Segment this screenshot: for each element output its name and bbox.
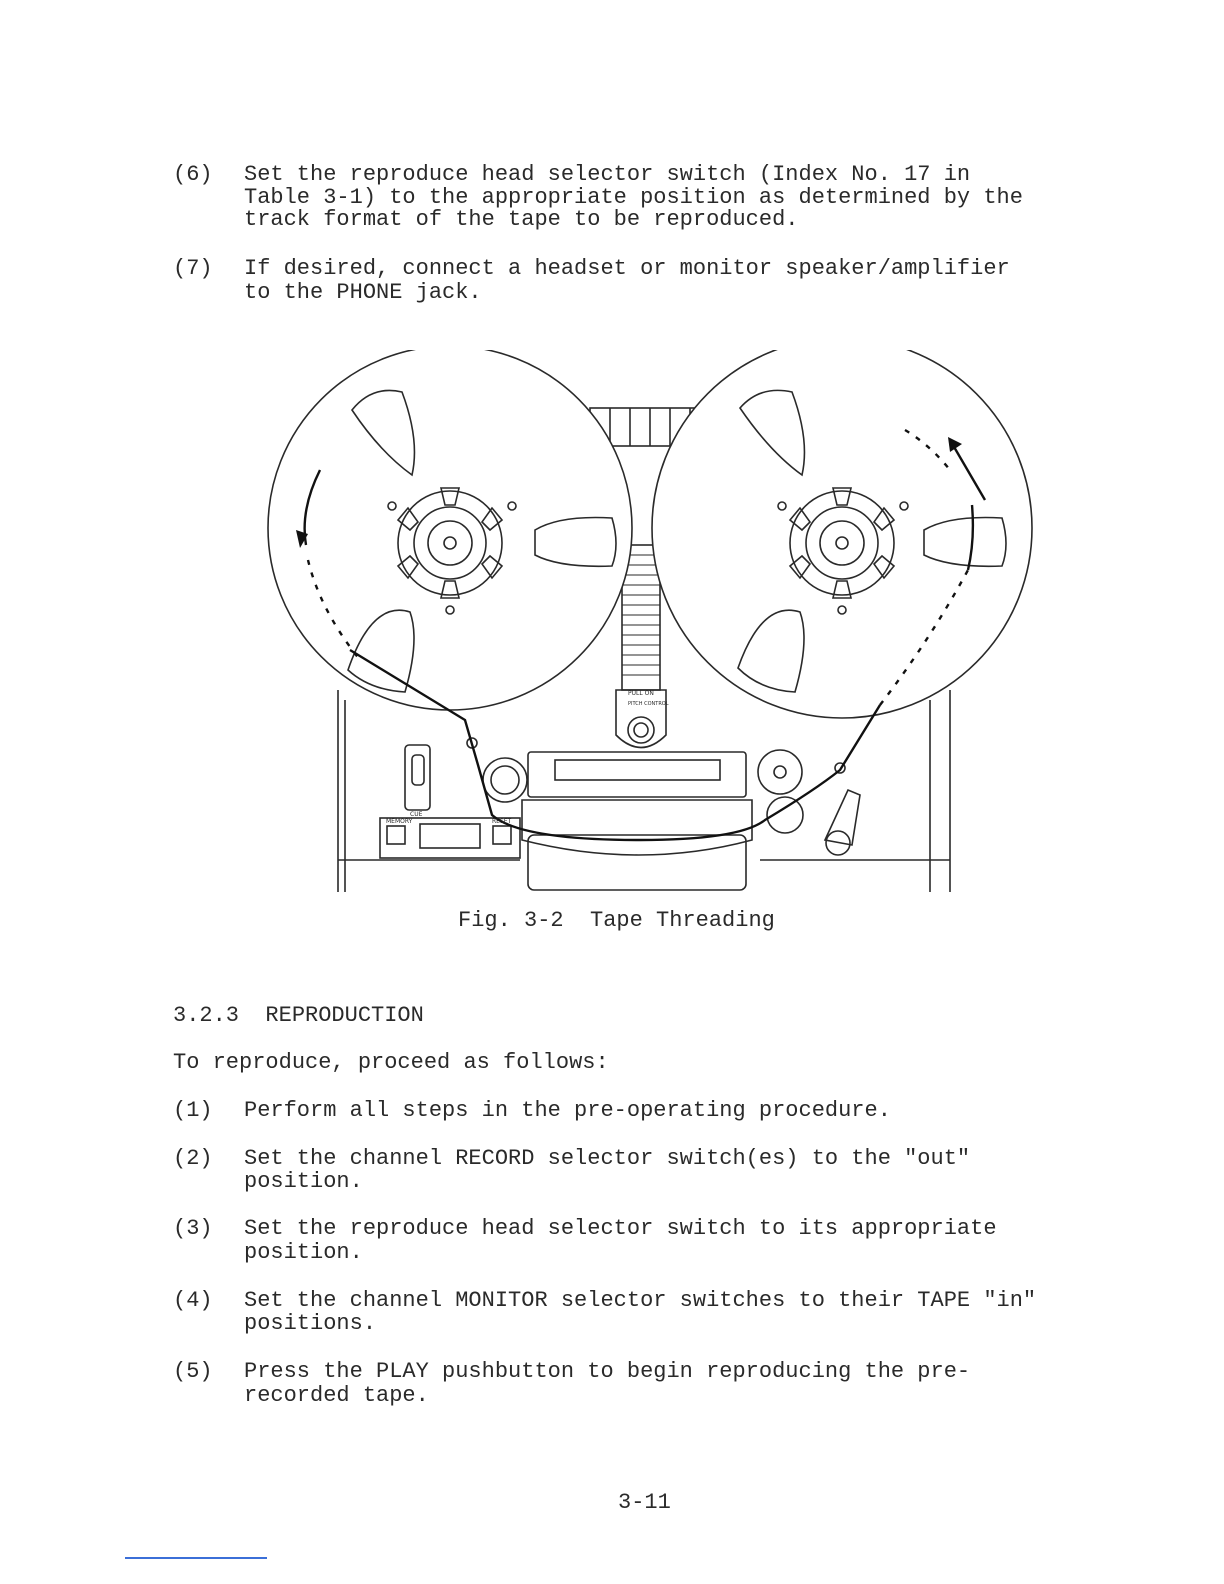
- memory-label: MEMORY: [386, 818, 413, 825]
- step-text-line: Table 3-1) to the appropriate position as determined by the: [244, 185, 1023, 210]
- step-text-line: recorded tape.: [244, 1383, 429, 1408]
- step-text-line: Set the reproduce head selector switch to its appropriate: [244, 1216, 997, 1241]
- step-text-line: Set the channel RECORD selector switch(es) to the "out": [244, 1146, 971, 1171]
- step-text-line: Set the channel MONITOR selector switches to their TAPE "in": [244, 1288, 1037, 1313]
- section-intro: To reproduce, proceed as follows:: [173, 1050, 609, 1075]
- pitch-control-label: PITCH CONTROL: [628, 701, 669, 707]
- page-number: 3-11: [618, 1490, 671, 1515]
- step-number: (4): [173, 1288, 213, 1313]
- step-number: (2): [173, 1146, 213, 1171]
- step-text-line: If desired, connect a headset or monitor speaker/amplifier: [244, 256, 1010, 281]
- step-number: (3): [173, 1216, 213, 1241]
- step-text-line: track format of the tape to be reproduced.: [244, 207, 799, 232]
- footer-rule: [125, 1557, 267, 1559]
- tape-threading-illustration: [250, 350, 1040, 900]
- step-number: (7): [173, 256, 213, 281]
- cue-label: CUE: [410, 811, 423, 818]
- figure-caption: Fig. 3-2 Tape Threading: [458, 908, 775, 933]
- step-number: (1): [173, 1098, 213, 1123]
- step-text-line: Perform all steps in the pre-operating procedure.: [244, 1098, 891, 1123]
- step-text-line: to the PHONE jack.: [244, 280, 482, 305]
- step-text-line: Set the reproduce head selector switch (Index No. 17 in: [244, 162, 971, 187]
- step-text-line: Press the PLAY pushbutton to begin reproducing the pre-: [244, 1359, 971, 1384]
- step-number: (5): [173, 1359, 213, 1384]
- step-text-line: positions.: [244, 1311, 377, 1336]
- step-text-line: position.: [244, 1240, 363, 1265]
- step-text-line: position.: [244, 1169, 363, 1194]
- pull-on-label: PULL ON: [628, 690, 654, 697]
- reset-label: RESET: [492, 818, 512, 825]
- section-heading: 3.2.3 REPRODUCTION: [173, 1003, 424, 1028]
- step-number: (6): [173, 162, 213, 187]
